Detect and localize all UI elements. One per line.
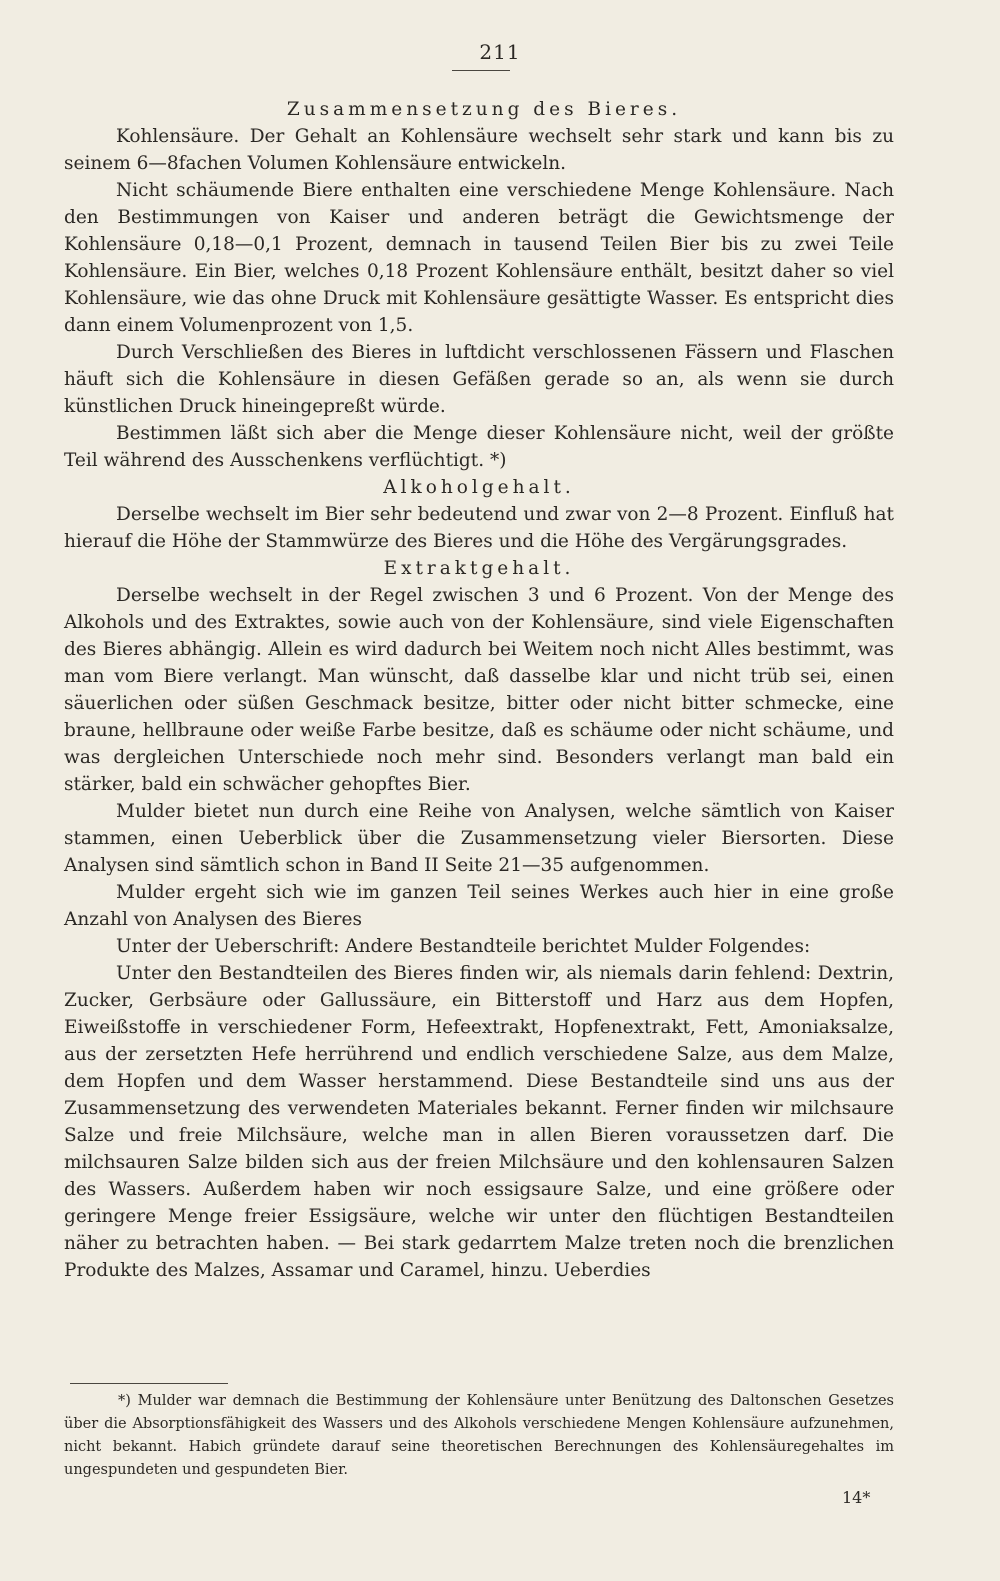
paragraph-alcohol: Derselbe wechselt im Bier sehr bedeutend und zwar von 2—8 Prozent. Einfluß hat hierauf die Höhe der Stammwürze des Bieres und die Höhe des Vergärungsgrades. (64, 504, 894, 552)
page-number-rule (452, 70, 510, 71)
footnote (64, 1390, 894, 1482)
paragraph-sealing-barrels: Durch Verschließen des Bieres in luftdicht verschlossenen Fässern und Flaschen häuft sich die Kohlensäure in diesen Gefäßen gerade so an, als wenn sie durch künstlichen Druck hineingepreßt würde. (64, 342, 894, 417)
heading-alcohol: Alkoholgehalt. (383, 477, 575, 498)
paragraph-carbon-dioxide: Kohlensäure. Der Gehalt an Kohlensäure wechselt sehr stark und kann bis zu seinem 6—8fachen Volumen Kohlensäure entwickeln. (64, 126, 894, 174)
heading-composition: Zusammensetzung des Bieres. (286, 99, 682, 120)
paragraph-nonfoaming-beers: Nicht schäumende Biere enthalten eine verschiedene Menge Kohlensäure. Nach den Bestimmungen von Kaiser und anderen beträgt die Gewichtsmenge der Kohlensäure 0,18—0,1 Prozent, demnach in tausend Teilen Bier bis zu zwei Teile Kohlensäure. Ein Bier, welches 0,18 Prozent Kohlensäure enthält, besitzt daher so viel Kohlensäure, wie das ohne Druck mit Kohlensäure gesättigte Wasser. Es entspricht dies dann einem Volumenprozent von 1,5. (64, 180, 894, 336)
footnote-rule (70, 1383, 228, 1384)
paragraph-other-components-title: Unter der Ueberschrift: Andere Bestandteile berichtet Mulder Folgendes: (116, 936, 811, 957)
paragraph-mulder-count: Mulder ergeht sich wie im ganzen Teil seines Werkes auch hier in eine große Anzahl von Analysen des Bieres (64, 882, 894, 930)
page-number: 211 (479, 40, 521, 64)
main-text (64, 96, 894, 1284)
heading-extract: Extraktgehalt. (383, 558, 575, 579)
paragraph-mulder-analyses: Mulder bietet nun durch eine Reihe von Analysen, welche sämtlich von Kaiser stammen, einen Ueberblick über die Zusammensetzung vieler Biersorten. Diese Analysen sind sämtlich schon in Band II Seite 21—35 aufgenommen. (64, 801, 894, 876)
footnote-text: *) Mulder war demnach die Bestimmung der Kohlensäure unter Benützung des Daltonschen Gesetzes über die Absorptionsfähigkeit des Wassers und des Alkohols verschiedene Mengen Kohlensäure aufzunehmen, nicht bekannt. Habich gründete darauf seine theoretischen Berechnungen des Kohlensäuregehaltes im ungespundeten und gespundeten Bier. (64, 1393, 894, 1478)
paragraph-extract: Derselbe wechselt in der Regel zwischen 3 und 6 Prozent. Von der Menge des Alkohols und des Extraktes, sowie auch von der Kohlensäure, sind viele Eigenschaften des Bieres abhängig. Allein es wird dadurch bei Weitem noch nicht Alles bestimmt, was man vom Biere verlangt. Man wünscht, daß dasselbe klar und nicht trüb sei, einen säuerlichen oder süßen Geschmack besitze, bitter oder nicht bitter schmecke, eine braune, hellbraune oder weiße Farbe besitze, daß es schäume oder nicht schäume, und was dergleichen Unterschiede noch mehr sind. Besonders verlangt man bald ein stärker, bald ein schwächer gehopftes Bier. (64, 585, 894, 795)
paragraph-components: Unter den Bestandteilen des Bieres finden wir, als niemals darin fehlend: Dextrin, Zucker, Gerbsäure oder Gallussäure, ein Bitterstoff und Harz aus dem Hopfen, Eiweißstoffe in verschiedener Form, Hefeextrakt, Hopfenextrakt, Fett, Amoniaksalze, aus der zersetzten Hefe herrührend und endlich verschiedene Salze, aus dem Malze, dem Hopfen und dem Wasser herstammend. Diese Bestandteile sind uns aus der Zusammensetzung des verwendeten Materiales bekannt. Ferner finden wir milchsaure Salze und freie Milchsäure, welche man in allen Bieren voraussetzen darf. Die milchsauren Salze bilden sich aus der freien Milchsäure und den kohlensauren Salzen des Wassers. Außerdem haben wir noch essigsaure Salze, und eine größere oder geringere Menge freier Essigsäure, welche wir unter den flüchtigen Bestandteilen näher zu betrachten haben. — Bei stark gedarrtem Malze treten noch die brenzlichen Produkte des Malzes, Assamar und Caramel, hinzu. Ueberdies (64, 963, 894, 1281)
paragraph-determination: Bestimmen läßt sich aber die Menge dieser Kohlensäure nicht, weil der größte Teil während des Ausschenkens verflüchtigt. *) (64, 423, 894, 471)
signature-mark: 14* (842, 1488, 871, 1507)
